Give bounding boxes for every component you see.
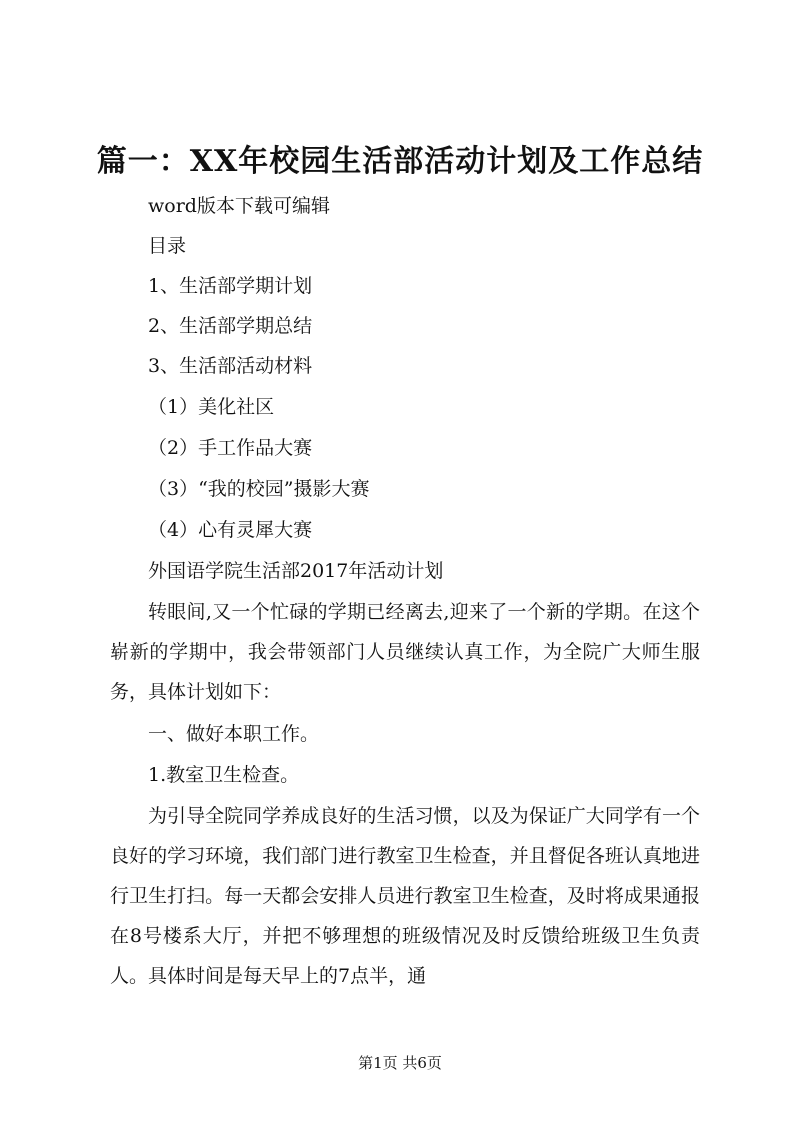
subheading-1: 1.教室卫生检查。	[148, 764, 300, 786]
heading-1: 一、做好本职工作。	[148, 723, 320, 745]
toc-item-1: 1、生活部学期计划	[148, 275, 313, 297]
intro-paragraph	[110, 592, 700, 712]
page-footer: 第1页 共6页	[358, 1054, 442, 1072]
body-paragraph-text: 为引导全院同学养成良好的生活习惯，以及为保证广大同学有一个良好的学习环境，我们部门进行教室卫生检查，并且督促各班认真地进行卫生打扫。每一天都会安排人员进行教室卫生检查，及时将成果通报在8号楼系大厅，并把不够理想的班级情况及时反馈给班级卫生负责人。具体时间是每天早上的7点半，通	[110, 805, 700, 987]
download-note: word版本下载可编辑	[148, 195, 330, 217]
toc-subitem-3: （3）“我的校园”摄影大赛	[148, 478, 370, 500]
body-paragraph	[110, 796, 700, 996]
toc-item-3: 3、生活部活动材料	[148, 355, 313, 377]
toc-subitem-2: （2）手工作品大赛	[148, 437, 313, 459]
document-title: 篇一：XX年校园生活部活动计划及工作总结	[96, 144, 704, 179]
intro-paragraph-text: 转眼间,又一个忙碌的学期已经离去,迎来了一个新的学期。在这个崭新的学期中，我会带领部门人员继续认真工作，为全院广大师生服务，具体计划如下：	[110, 601, 700, 703]
toc-subitem-4: （4）心有灵犀大赛	[148, 519, 313, 541]
toc-heading: 目录	[148, 235, 187, 257]
toc-subitem-1: （1）美化社区	[148, 396, 275, 418]
section-title: 外国语学院生活部2017年活动计划	[148, 560, 444, 582]
toc-item-2: 2、生活部学期总结	[148, 315, 313, 337]
